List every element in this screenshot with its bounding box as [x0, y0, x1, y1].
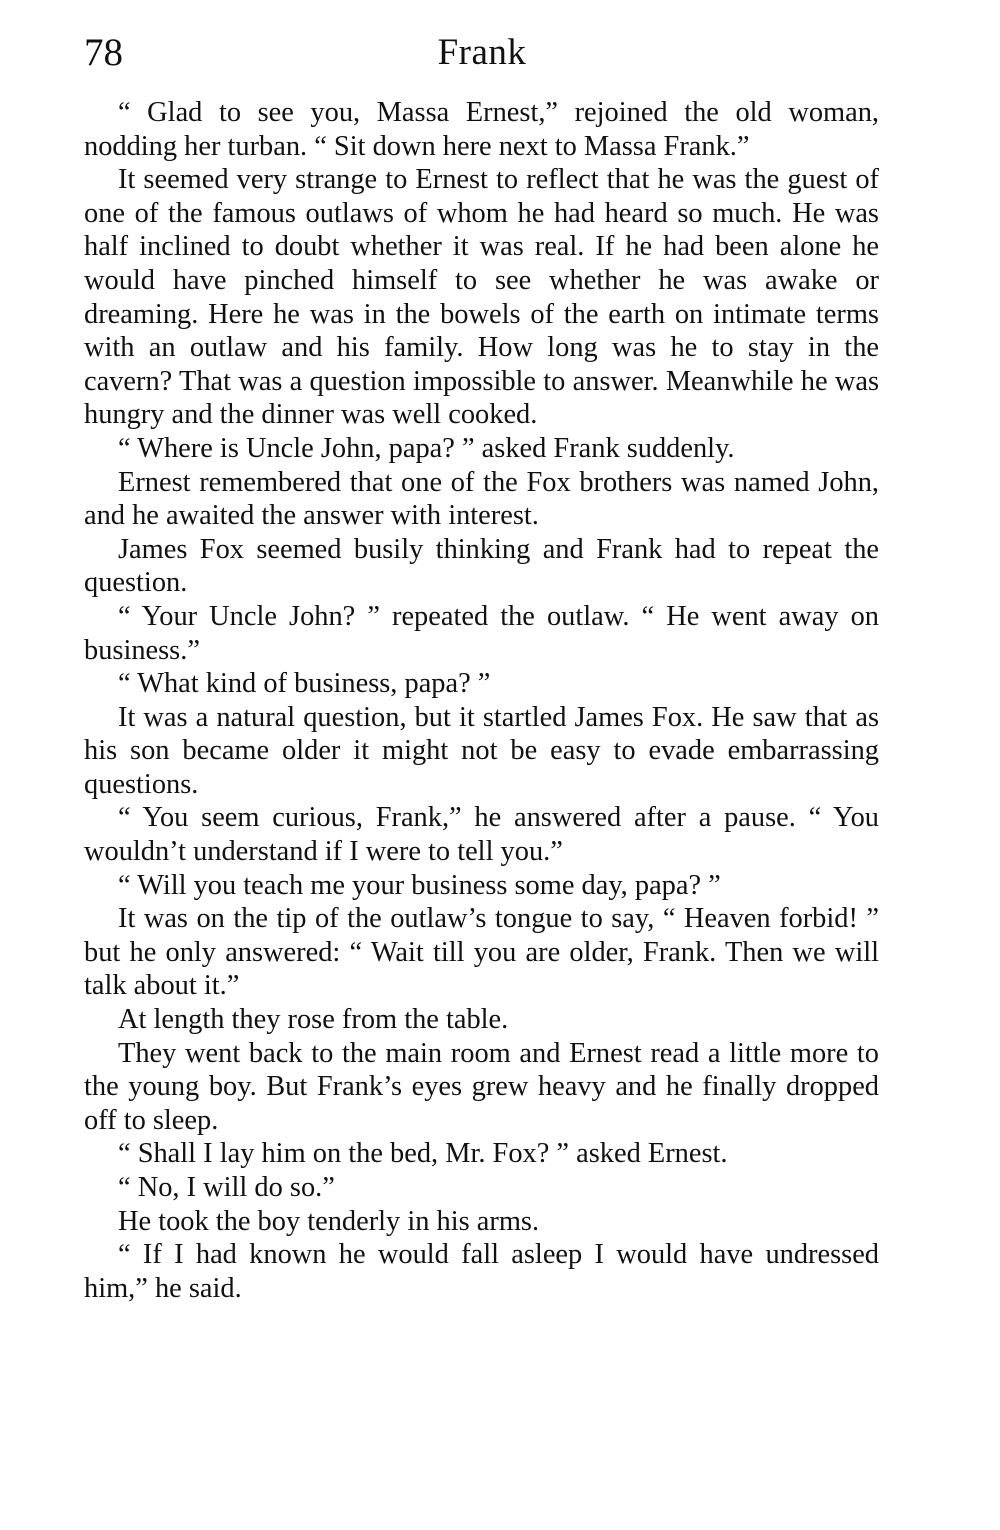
page-number: 78	[84, 31, 123, 74]
page-header	[84, 28, 880, 78]
paragraph: Ernest remembered that one of the Fox brothers was named John, and he awaited the answer with interest.	[84, 466, 879, 532]
body-text	[84, 96, 879, 1305]
paragraph: “ What kind of business, papa? ”	[118, 668, 491, 700]
paragraph: “ Your Uncle John? ” repeated the outlaw. “ He went away on business.”	[84, 600, 879, 666]
paragraph: At length they rose from the table.	[118, 1004, 509, 1036]
paragraph: He took the boy tenderly in his arms.	[118, 1205, 540, 1237]
paragraph: They went back to the main room and Ernest read a little more to the young boy. But Frank’s eyes grew heavy and he finally dropped off to sleep.	[84, 1037, 879, 1136]
paragraph: “ You seem curious, Frank,” he answered after a pause. “ You wouldn’t understand if I were to tell you.”	[84, 802, 879, 868]
paragraph: It was on the tip of the outlaw’s tongue to say, “ Heaven forbid! ” but he only answered: “ Wait till you are older, Frank. Then we will talk about it.”	[84, 903, 879, 1002]
paragraph: “ Where is Uncle John, papa? ” asked Frank suddenly.	[118, 432, 735, 464]
paragraph: “ Shall I lay him on the bed, Mr. Fox? ” asked Ernest.	[118, 1138, 728, 1170]
paragraph: “ No, I will do so.”	[118, 1172, 335, 1203]
paragraph: James Fox seemed busily thinking and Frank had to repeat the question.	[84, 533, 879, 599]
running-title: Frank	[437, 32, 527, 73]
paragraph: “ If I had known he would fall asleep I would have undressed him,” he said.	[84, 1239, 879, 1304]
paragraph: It seemed very strange to Ernest to reflect that he was the guest of one of the famous outlaws of whom he had heard so much. He was half inclined to doubt whether it was real. If he had been alone he would have pinched himself to see whether he was awake or dreaming. Here he was in the bowels of the earth on intimate terms with an outlaw and his family. How long was he to stay in the cavern? That was a question impossible to answer. Meanwhile he was hungry and the dinner was well cooked.	[84, 164, 879, 431]
paragraph: “ Will you teach me your business some day, papa? ”	[118, 869, 721, 901]
paragraph: “ Glad to see you, Massa Ernest,” rejoined the old woman, nodding her turban. “ Sit down here next to Massa Frank.”	[84, 97, 879, 162]
paragraph: It was a natural question, but it startled James Fox. He saw that as his son became older it might not be easy to evade embarrassing questions.	[84, 701, 879, 800]
